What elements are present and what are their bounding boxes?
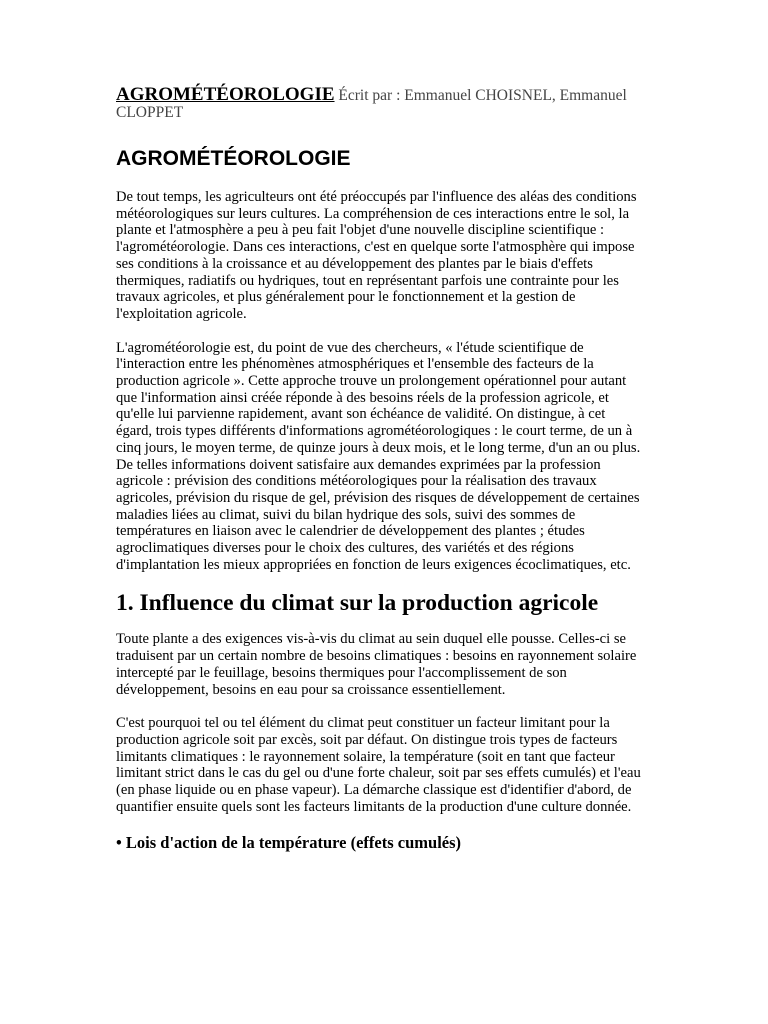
byline <box>116 86 644 121</box>
author-credit: Écrit par : Emmanuel CHOISNEL, Emmanuel CLOPPET <box>116 87 627 121</box>
section1-paragraph-1: Toute plante a des exigences vis-à-vis du climat au sein duquel elle pousse. Celles-ci se traduisent par un certain nombre de besoins climatiques : besoins en rayonnement solaire intercepté par le feuillage, besoins thermiques pour l'accomplissement de son développement, besoins en eau pour sa croissance essentiellement. <box>116 631 637 698</box>
intro-paragraph-1: De tout temps, les agriculteurs ont été préoccupés par l'influence des aléas des conditions météorologiques sur leurs cultures. La compréhension de ces interactions entre le sol, la plante et l'atmosphère a peu à peu fait l'objet d'une nouvelle discipline scientifique : l'agrométéorologie. Dans ces interactions, c'est en quelque sorte l'atmosphère qui impose ses conditions à la croissance et au développement des plantes par le biais d'effets thermiques, radiatifs ou hydriques, tout en représentant parfois une contrainte pour les travaux agricoles, et plus généralement pour le fonctionnement et la gestion de l'exploitation agricole. <box>116 189 637 322</box>
article-title: AGROMÉTÉOROLOGIE <box>116 147 351 170</box>
subsection-heading: • Lois d'action de la température (effets cumulés) <box>116 832 462 852</box>
section1-paragraph-2: C'est pourquoi tel ou tel élément du climat peut constituer un facteur limitant pour la production agricole soit par excès, soit par défaut. On distingue trois types de facteurs limitants climatiques : le rayonnement solaire, la température (soit en tant que facteur limitant strict dans le cas du gel ou d'une forte chaleur, soit par ses effets cumulés) et l'eau (en phase liquide ou en phase vapeur). La démarche classique est d'identifier d'abord, de quantifier ensuite quels sont les facteurs limitants de la production d'une culture donnée. <box>116 715 641 815</box>
intro-paragraph-2: L'agrométéorologie est, du point de vue des chercheurs, « l'étude scientifique de l'interaction entre les phénomènes atmosphériques et l'ensemble des facteurs de la production agricole ». Cette approche trouve un prolongement opérationnel pour autant que l'information ainsi créée réponde à des besoins réels de la profession agricole, et qu'elle lui parvienne rapidement, avant son échéance de validité. On distingue, à cet égard, trois types différents d'informations agrométéorologiques : le court terme, de un à cinq jours, le moyen terme, de quinze jours à deux mois, et le long terme, d'un an ou plus. De telles informations doivent satisfaire aux demandes exprimées par la profession agricole : prévision des conditions météorologiques pour la réalisation des travaux agricoles, prévision du risque de gel, prévision des risques de développement de certaines maladies liées au climat, suivi du bilan hydrique des sols, suivi des sommes de températures en liaison avec le calendrier de développement des plantes ; études agroclimatiques diverses pour le choix des cultures, des variétés et des régions d'implantation les mieux appropriées en fonction de leurs exigences écoclimatiques, etc. <box>116 339 641 573</box>
document-page <box>116 86 644 852</box>
section-heading-1: 1. Influence du climat sur la production agricole <box>116 590 599 617</box>
title-link[interactable]: AGROMÉTÉOROLOGIE <box>116 84 335 105</box>
